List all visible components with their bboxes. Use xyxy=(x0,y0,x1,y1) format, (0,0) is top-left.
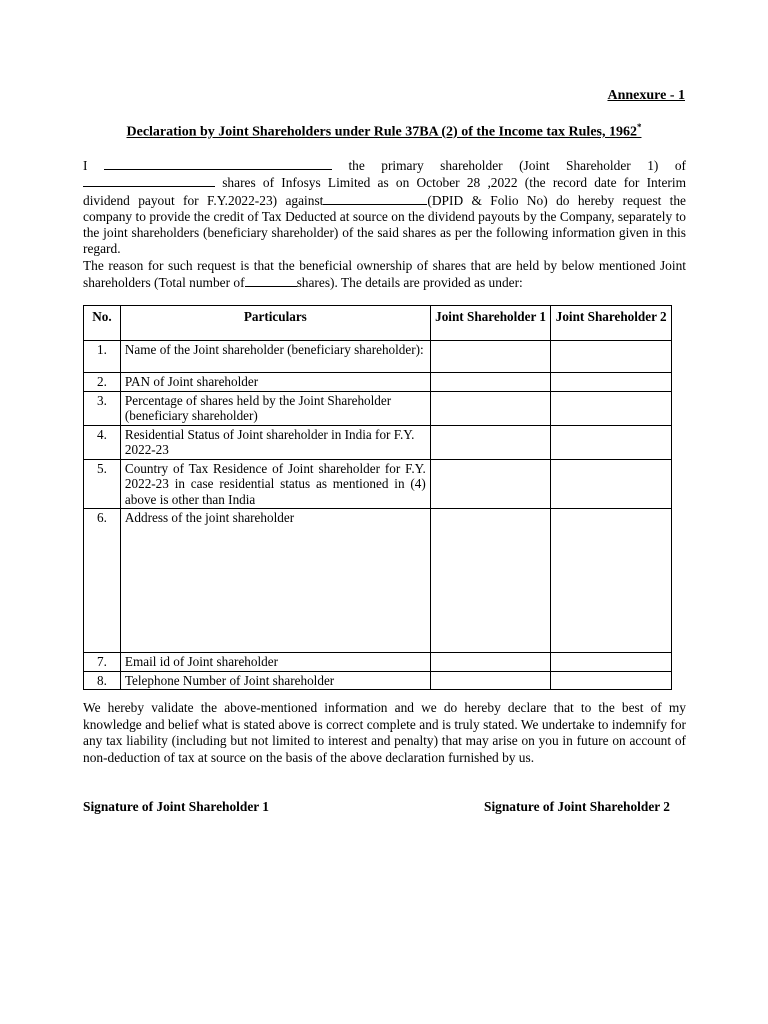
row-number: 2. xyxy=(84,373,121,392)
reason-paragraph xyxy=(83,258,686,292)
header-particulars: Particulars xyxy=(120,306,430,341)
total-shares-blank xyxy=(245,274,297,287)
joint-shareholder-details-table xyxy=(83,305,672,690)
table-row xyxy=(84,509,672,653)
joint-shareholder-1-value[interactable] xyxy=(430,341,551,373)
intro-line-3-text-b: (DPID & Folio No) do hereby request the xyxy=(427,192,687,208)
shares-count-blank xyxy=(83,174,215,187)
row-particular: PAN of Joint shareholder xyxy=(120,373,430,392)
joint-shareholder-2-value[interactable] xyxy=(551,425,672,459)
header-joint-shareholder-1: Joint Shareholder 1 xyxy=(430,306,551,341)
joint-shareholder-1-value[interactable] xyxy=(430,425,551,459)
row-number: 1. xyxy=(84,341,121,373)
table-row xyxy=(84,373,672,392)
annexure-label: Annexure - 1 xyxy=(607,88,685,103)
row-particular: Residential Status of Joint shareholder in India for F.Y. 2022-23 xyxy=(120,425,430,459)
intro-line-3-text-a: dividend payout for F.Y.2022-23) against xyxy=(83,192,324,208)
row-particular: Address of the joint shareholder xyxy=(120,509,430,653)
reason-text-b: shares). The details are provided as under: xyxy=(296,275,523,291)
intro-line-1 xyxy=(83,157,686,174)
intro-rest: company to provide the credit of Tax Deducted at source on the dividend payouts by the Company, separately to the joint shareholders (beneficiary shareholder) of the said shares as per the following information given in this regard. xyxy=(83,208,686,257)
reason-text-a: The reason for such request is that the beneficial ownership of shares that are held by below mentioned Joint shareholders (Total number of xyxy=(83,257,686,291)
intro-line-1-text: the primary shareholder (Joint Shareholder 1) of xyxy=(348,158,686,173)
intro-paragraph xyxy=(83,157,686,291)
row-number: 6. xyxy=(84,509,121,653)
row-particular: Telephone Number of Joint shareholder xyxy=(120,671,430,690)
joint-shareholder-1-value[interactable] xyxy=(430,653,551,672)
joint-shareholder-1-value[interactable] xyxy=(430,671,551,690)
row-particular: Name of the Joint shareholder (beneficiary shareholder): xyxy=(120,341,430,373)
joint-shareholder-1-value[interactable] xyxy=(430,459,551,509)
joint-shareholder-2-value[interactable] xyxy=(551,459,672,509)
table-header-row xyxy=(84,306,672,341)
header-no: No. xyxy=(84,306,121,341)
row-particular: Email id of Joint shareholder xyxy=(120,653,430,672)
joint-shareholder-2-value[interactable] xyxy=(551,341,672,373)
row-number: 8. xyxy=(84,671,121,690)
table-row xyxy=(84,653,672,672)
row-number: 3. xyxy=(84,391,121,425)
document-title xyxy=(0,122,768,141)
joint-shareholder-2-value[interactable] xyxy=(551,671,672,690)
header-joint-shareholder-2: Joint Shareholder 2 xyxy=(551,306,672,341)
joint-shareholder-1-value[interactable] xyxy=(430,391,551,425)
row-particular: Percentage of shares held by the Joint Shareholder (beneficiary shareholder) xyxy=(120,391,430,425)
title-footnote-marker: * xyxy=(636,122,642,132)
joint-shareholder-1-value[interactable] xyxy=(430,373,551,392)
signature-joint-shareholder-1: Signature of Joint Shareholder 1 xyxy=(83,799,270,814)
row-number: 5. xyxy=(84,459,121,509)
signature-joint-shareholder-2: Signature of Joint Shareholder 2 xyxy=(484,799,671,814)
joint-shareholder-2-value[interactable] xyxy=(551,653,672,672)
intro-line-2 xyxy=(83,174,686,191)
joint-shareholder-2-value[interactable] xyxy=(551,509,672,653)
joint-shareholder-2-value[interactable] xyxy=(551,391,672,425)
table-row xyxy=(84,671,672,690)
intro-line-2-text: shares of Infosys Limited as on October 28 ,2022 (the record date for Interim xyxy=(222,175,686,191)
intro-pronoun: I xyxy=(83,158,88,173)
table-row xyxy=(84,341,672,373)
joint-shareholder-2-value[interactable] xyxy=(551,373,672,392)
table-row xyxy=(84,391,672,425)
table-row xyxy=(84,459,672,509)
row-number: 4. xyxy=(84,425,121,459)
declaration-paragraph: We hereby validate the above-mentioned information and we do hereby declare that to the best of my knowledge and belief what is stated above is correct complete and is truly stated. We undertake to indemnify for any tax liability (including but not limited to interest and penalty) that may arise on you in future on account of non-deduction of tax at source on the basis of the above declaration furnished by us. xyxy=(83,700,686,765)
row-particular: Country of Tax Residence of Joint shareholder for F.Y. 2022-23 in case residential status as mentioned in (4) above is other than India xyxy=(120,459,430,509)
joint-shareholder-1-value[interactable] xyxy=(430,509,551,653)
shareholder-name-blank xyxy=(104,157,332,170)
row-number: 7. xyxy=(84,653,121,672)
intro-line-3 xyxy=(83,192,686,209)
title-text: Declaration by Joint Shareholders under Rule 37BA (2) of the Income tax Rules, 1962 xyxy=(126,124,637,140)
table-row xyxy=(84,425,672,459)
dpid-folio-blank xyxy=(323,192,427,205)
